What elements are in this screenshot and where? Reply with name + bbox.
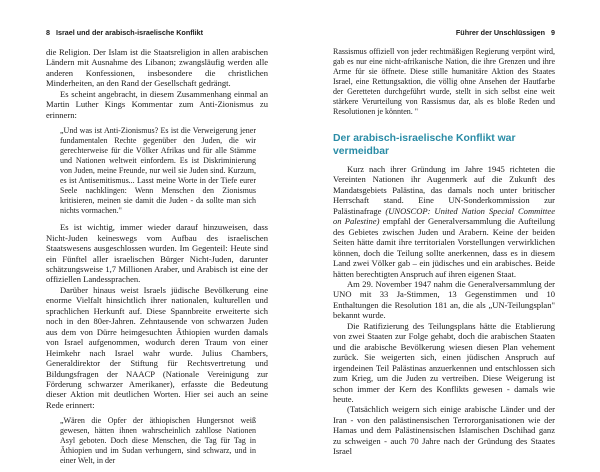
- paragraph: [333, 164, 555, 279]
- right-page-body: [333, 47, 555, 457]
- paragraph: Am 29. November 1947 nahm die Generalversammlung der UNO mit 33 Ja-Stimmen, 13 Gegenstimmen und 10 Enthaltungen die Resolution 181 an, die als „UN-Teilungsplan" bekannt wurde.: [333, 278, 555, 321]
- paragraph: Es scheint angebracht, in diesem Zusammenhang einmal an Martin Luther Kings Kommentar zum Anti-Zionismus zu erinnern:: [46, 88, 268, 120]
- right-page-number: 9: [551, 28, 555, 37]
- chambers-quote: „Wären die Opfer der äthiopischen Hungersnot weiß gewesen, hätten ihnen wahrscheinlich zahllose Nationen Asyl geboten. Doch diese Menschen, die Tag für Tag in Äthiopien und im Sudan verhungern, sind schwarz, und in einer Welt, in der: [60, 416, 256, 466]
- left-page-body: [46, 47, 268, 472]
- left-running-head: [46, 28, 203, 37]
- paragraph: Die Ratifizierung des Teilungsplans hätte die Etablierung von zwei Staaten zur Folge gehabt, doch die arabischen Staaten und die arabische Bevölkerung wiesen diesen Plan vehement zurück. Sie weigerten sich, einen jüdischen Anspruch auf irgendeinen Teil Palästinas anzuerkennen und entschlossen sich zum Krieg, um die Juden zu vertreiben. Diese Weigerung ist schon immer der Kern des Konflikts gewesen - damals wie heute.: [333, 320, 555, 404]
- left-page-number: 8: [46, 28, 50, 37]
- right-running-head-title: Führer der Unschlüssigen: [455, 28, 545, 37]
- left-page: [0, 0, 300, 466]
- paragraph: die Religion. Der Islam ist die Staatsreligion in allen arabischen Ländern mit Ausnahme des Libanon; zwangsläufig werden alle anderen Konfessionen, insbesondere die christlichen Minderheiten, an den Rand der Gesellschaft gedrängt.: [46, 47, 268, 89]
- mlk-quote: „Und was ist Anti-Zionismus? Es ist die Verweigerung jener fundamentalen Rechte gegenüber den Juden, die wir gerechterweise für die Völker Afrikas und für alle Stämme und Nationen weltweit einfordern. Es ist Diskriminierung von Juden, meine Freunde, nur weil sie Juden sind. Kurzum, es ist Antisemitismus... Lasst meine Worte in der Tiefe eurer Seele nachklingen: Wenn Menschen den Zionismus kritisieren, meinen sie damit die Juden - da sollte man sich nichts vormachen.": [60, 126, 256, 216]
- left-running-head-title: Israel und der arabisch-israelische Konflikt: [56, 28, 203, 37]
- paragraph: (Tatsächlich weigern sich einige arabische Länder und der Iran - von den palästinensischen Terrororganisationen wie der Hamas und dem Palästinensischen Islamischen Dschihad ganz zu schweigen - auch 70 Jahre nach der Gründung des Staates Israel: [333, 404, 555, 457]
- right-page: [300, 0, 600, 463]
- section-heading: Der arabisch-israelische Konflikt war vermeidbar: [333, 133, 516, 157]
- paragraph-text: empfahl der Generalversammlung die Aufteilung des Gebietes zwischen Juden und Arabern. Keine der beiden Seiten hätte damit ihre territorialen Vorstellungen verwirklichen können, doch die Teilung sollte anerkennen, dass es in diesem Land zwei Völker gab – ein jüdisches und ein arabisches. Beide hätten berechtigten Anspruch auf ihren eigenen Staat.: [333, 216, 555, 279]
- chambers-quote-continued: Rassismus offiziell von jeder rechtmäßigen Regierung verpönt wird, gab es nur eine nicht-afrikanische Nation, die ihre Grenzen und ihre Arme für sie öffnete. Diese stille humanitäre Aktion des Staates Israel, eine Rettungsaktion, die völlig ohne Ansehen der Hautfarbe der Geretteten durchgeführt wurde, stellt in sich selbst eine weit stärkere Verurteilung von Rassismus dar, als es bloße Reden und Resolutionen je könnten. ": [333, 47, 555, 116]
- paragraph: Darüber hinaus weist Israels jüdische Bevölkerung eine enorme Vielfalt hinsichtlich ihrer nationalen, kulturellen und sprachlichen Herkunft auf. Diese Spannbreite erweiterte sich noch in den 80er-Jahren. Zehntausende von schwarzen Juden aus dem von Dürre heimgesuchten Äthiopien wurden damals von Israel aufgenommen, wodurch deren Traum von einer Heimkehr nach Israel wahr wurde. Julius Chambers, Generaldirektor der Stiftung für Rechtsvertretung und Bildungsfragen der NAACP (Nationale Vereinigung zur Förderung schwarzer Amerikaner), erfasste die Bedeutung dieser Aktion mit deutlichen Worten. Hier sei auch an seine Rede erinnert:: [46, 284, 268, 410]
- paragraph: Es ist wichtig, immer wieder darauf hinzuweisen, dass Nicht-Juden keineswegs vom Aufbau des israelischen Staatswesens ausgeschlossen wurden. Im Gegenteil: Heute sind ein Fünftel aller israelischen Bürger Nicht-Juden, darunter schätzungsweise 1,7 Millionen Araber, und Arabisch ist eine der offiziellen Landessprachen.: [46, 222, 268, 285]
- paragraph-text: Kurz nach ihrer Gründung im Jahre 1945 richteten die Vereinten Nationen ihr Augenmerk auf die Zukunft des Mandatsgebiets Palästina, das damals noch unter britischer Herrschaft stand. Eine UN-Sonderkommission zur Palästinafrage: [333, 164, 555, 216]
- right-running-head: [456, 28, 555, 37]
- unoscop-italic: (UNOSCOP: United Nation Special Committee on Palestine): [333, 205, 556, 227]
